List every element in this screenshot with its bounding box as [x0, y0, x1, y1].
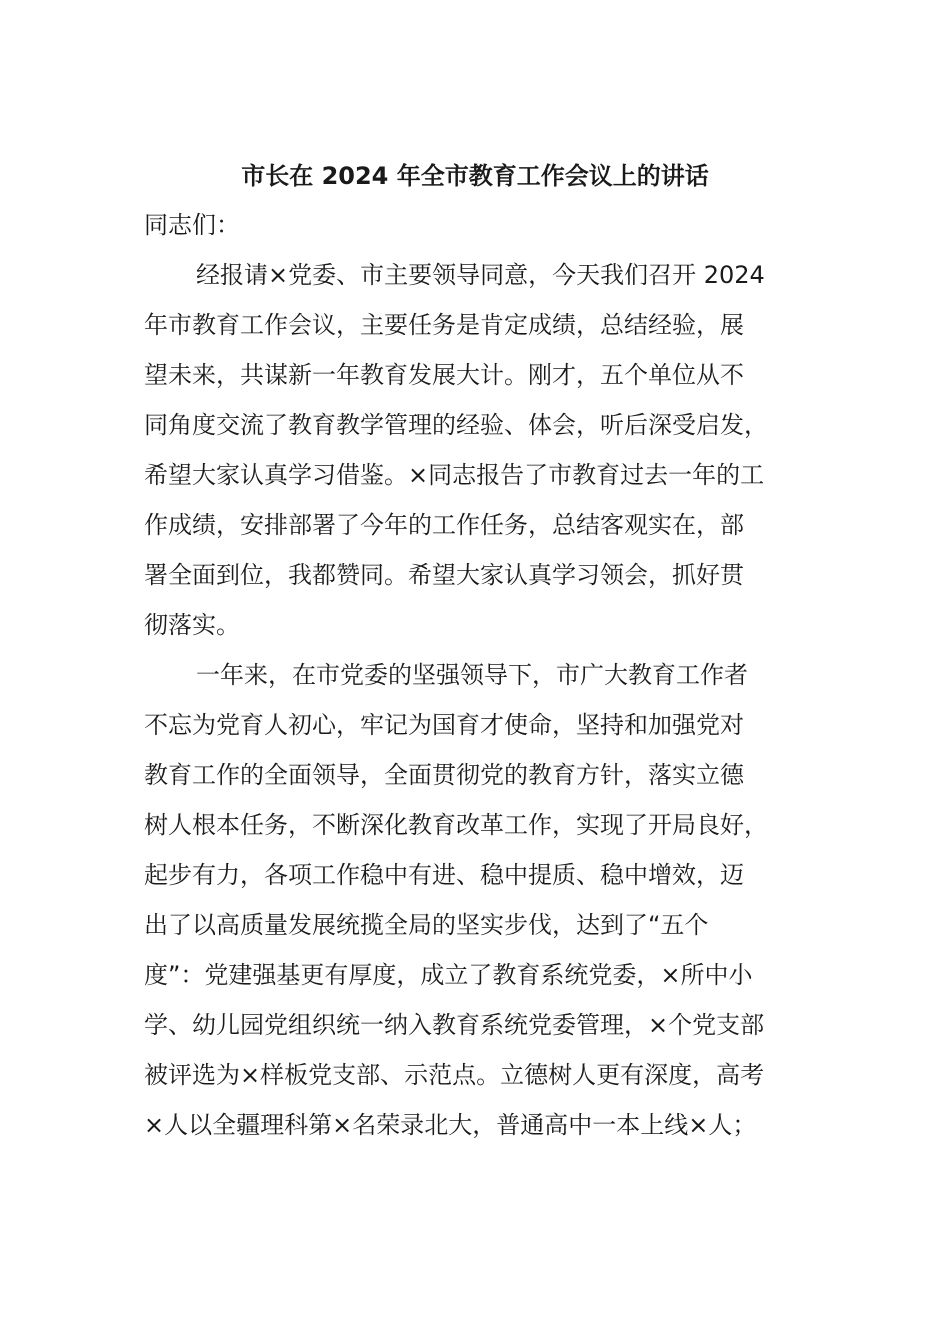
paragraph-line: 度”：党建强基更有厚度，成立了教育系统党委，×所中小: [144, 961, 753, 989]
paragraph-line: 作成绩，安排部署了今年的工作任务，总结客观实在，部: [144, 511, 744, 539]
paragraph-line: 出了以高质量发展统揽全局的坚实步伐，达到了“五个: [144, 911, 709, 939]
document-body: [144, 200, 806, 1150]
paragraph-line: 树人根本任务，不断深化教育改革工作，实现了开局良好，: [144, 811, 768, 839]
paragraph-line: 教育工作的全面领导，全面贯彻党的教育方针，落实立德: [144, 761, 744, 789]
paragraph-line: 望未来，共谋新一年教育发展大计。刚才，五个单位从不: [144, 361, 744, 389]
paragraph-line: 署全面到位，我都赞同。希望大家认真学习领会，抓好贯: [144, 561, 744, 589]
paragraph-line: 年市教育工作会议，主要任务是肯定成绩，总结经验，展: [144, 311, 744, 339]
paragraph-1: [144, 250, 806, 650]
paragraph-line: 学、幼儿园党组织统一纳入教育系统党委管理，×个党支部: [144, 1011, 765, 1039]
paragraph-line: ×人以全疆理科第×名荣录北大，普通高中一本上线×人；: [144, 1111, 757, 1139]
paragraph-line: 起步有力，各项工作稳中有进、稳中提质、稳中增效，迈: [144, 861, 744, 889]
paragraph-line: 经报请×党委、市主要领导同意，今天我们召开 2024: [196, 261, 765, 289]
paragraph-line: 希望大家认真学习借鉴。×同志报告了市教育过去一年的工: [144, 461, 765, 489]
paragraph-line: 彻落实。: [144, 611, 240, 639]
paragraph-line: 同角度交流了教育教学管理的经验、体会，听后深受启发，: [144, 411, 768, 439]
document-title: 市长在 2024 年全市教育工作会议上的讲话: [241, 162, 709, 190]
paragraph-line: 不忘为党育人初心，牢记为国育才使命，坚持和加强党对: [144, 711, 744, 739]
paragraph-line: 被评选为×样板党支部、示范点。立德树人更有深度，高考: [144, 1061, 765, 1089]
paragraph-2: [144, 650, 806, 1150]
paragraph-line: 一年来，在市党委的坚强领导下，市广大教育工作者: [196, 661, 748, 689]
salutation: 同志们：: [144, 211, 240, 239]
